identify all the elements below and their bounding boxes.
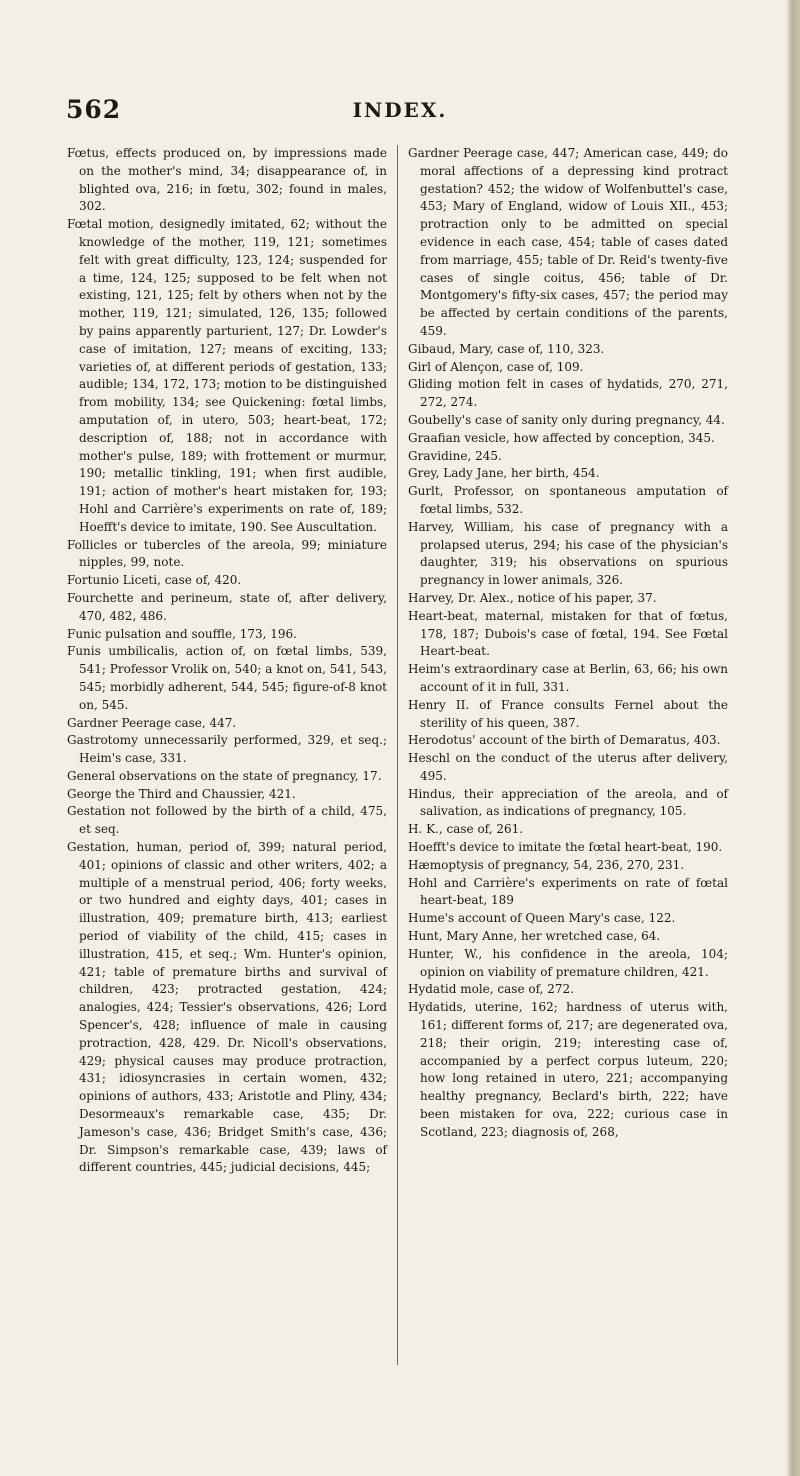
index-entry: Henry II. of France consults Fernel about the sterility of his queen, 387. <box>408 697 728 730</box>
index-entry: Follicles or tubercles of the areola, 99; miniature nipples, 99, note. <box>67 537 387 570</box>
index-entry: H. K., case of, 261. <box>408 822 524 837</box>
index-entry: Gardner Peerage case, 447; American case, 449; do moral affections of a depressing kind protract gestation? 452; the widow of Wolfenbuttel's case, 453; Mary of England, widow of Louis XII., 453; protraction only to be admitted on special evidence in each case, 454; table of cases dated from marriage, 455; table of Dr. Reid's twenty-five cases of single coitus, 456; table of Dr. Montgomery's fifty-six cases, 457; the period may be affected by certain conditions of the parents, 459. <box>408 146 728 338</box>
index-entry: Funis umbilicalis, action of, on fœtal limbs, 539, 541; Professor Vrolik on, 540; a knot on, 541, 543, 545; morbidly adherent, 544, 545; figure-of-8 knot on, 545. <box>67 644 387 712</box>
index-entry: Hume's account of Queen Mary's case, 122. <box>408 911 676 926</box>
index-entry: Fortunio Liceti, case of, 420. <box>67 573 242 588</box>
index-entry: Goubelly's case of sanity only during pregnancy, 44. <box>408 412 725 427</box>
index-entry: Gravidine, 245. <box>408 448 502 463</box>
page-number: 562 <box>66 95 122 124</box>
index-entry: Fœtal motion, designedly imitated, 62; without the knowledge of the mother, 119, 121; sometimes felt with great difficulty, 123, 124; suspended for a time, 124, 125; supposed to be felt when not existing, 121, 125; felt by others when not by the mother, 119, 121; simulated, 126, 135; followed by pains apparently parturient, 127; Dr. Lowder's case of imitation, 127; means of exciting, 133; varieties of, at different periods of gestation, 133; audible; 134, 172, 173; motion to be distinguished from mobility, 134; see Quickening: fœtal limbs, amputation of, in utero, 503; heart-beat, 172; description of, 188; not in accordance with mother's pulse, 189; with frottement or murmur, 190; metallic tinkling, 191; when first audible, 191; action of mother's heart mistaken for, 193; Hohl and Carrière's experiments on rate of, 189; Hoefft's device to imitate, 190. See Auscultation. <box>67 217 387 534</box>
index-entry: Graafian vesicle, how affected by conception, 345. <box>408 430 715 445</box>
page-title: INDEX. <box>352 98 448 122</box>
index-entry: Hydatid mole, case of, 272. <box>408 982 574 997</box>
index-entry: Gibaud, Mary, case of, 110, 323. <box>408 341 605 356</box>
index-entry: Gestation not followed by the birth of a child, 475, et seq. <box>67 804 387 837</box>
right-column <box>408 145 728 1142</box>
left-column <box>67 145 387 1177</box>
index-entry: Grey, Lady Jane, her birth, 454. <box>408 466 600 481</box>
page-edge <box>786 0 800 1476</box>
index-entry: Heart-beat, maternal, mistaken for that of fœtus, 178, 187; Dubois's case of fœtal, 194. See Fœtal Heart-beat. <box>408 608 728 659</box>
index-entry: Gliding motion felt in cases of hydatids, 270, 271, 272, 274. <box>408 377 728 410</box>
index-entry: Funic pulsation and souffle, 173, 196. <box>67 626 297 641</box>
index-entry: Herodotus' account of the birth of Demaratus, 403. <box>408 733 721 748</box>
index-entry: Harvey, Dr. Alex., notice of his paper, 37. <box>408 590 657 605</box>
index-entry: George the Third and Chaussier, 421. <box>67 786 296 801</box>
index-columns <box>67 145 727 1465</box>
index-entry: Gardner Peerage case, 447. <box>67 715 237 730</box>
index-entry: Harvey, William, his case of pregnancy with a prolapsed uterus, 294; his case of the physician's daughter, 319; his observations on spurious pregnancy in lower animals, 326. <box>408 519 728 588</box>
index-entry: Girl of Alençon, case of, 109. <box>408 359 584 374</box>
page-header <box>0 95 800 127</box>
index-entry: Hæmoptysis of pregnancy, 54, 236, 270, 231. <box>408 857 685 872</box>
index-entry: Hoefft's device to imitate the fœtal heart-beat, 190. <box>408 840 723 855</box>
index-entry: Gastrotomy unnecessarily performed, 329, et seq.; Heim's case, 331. <box>67 733 387 766</box>
index-entry: General observations on the state of pregnancy, 17. <box>67 768 382 783</box>
index-entry: Hunter, W., his confidence in the areola, 104; opinion on viability of premature children, 421. <box>408 946 728 979</box>
index-entry: Hindus, their appreciation of the areola, and of salivation, as indications of pregnancy, 105. <box>408 786 728 819</box>
index-entry: Hydatids, uterine, 162; hardness of uterus with, 161; different forms of, 217; are degenerated ova, 218; their origin, 219; interesting case of, accompanied by a perfect corpus luteum, 220; how long retained in utero, 221; accompanying healthy pregnancy, Beclard's birth, 222; have been mistaken for ova, 222; curious case in Scotland, 223; diagnosis of, 268, <box>408 1000 728 1139</box>
index-entry: Gestation, human, period of, 399; natural period, 401; opinions of classic and other writers, 402; a multiple of a menstrual period, 406; forty weeks, or two hundred and eighty days, 401; cases in illustration, 409; premature birth, 413; earliest period of viability of the child, 415; cases in illustration, 415, et seq.; Wm. Hunter's opinion, 421; table of premature births and survival of children, 423; protracted gestation, 424; analogies, 424; Tessier's observations, 426; Lord Spencer's, 428; influence of male in causing protraction, 428, 429. Dr. Nicoll's observations, 429; physical causes may produce protraction, 431; idiosyncrasies in certain women, 432; opinions of authors, 433; Aristotle and Pliny, 434; Desormeaux's remarkable case, 435; Dr. Jameson's case, 436; Bridget Smith's case, 436; Dr. Simpson's remarkable case, 439; laws of different countries, 445; judicial decisions, 445; <box>67 840 387 1175</box>
index-entry: Fœtus, effects produced on, by impressions made on the mother's mind, 34; disappearance of, in blighted ova, 216; in fœtu, 302; found in males, 302. <box>67 146 387 214</box>
index-entry: Hunt, Mary Anne, her wretched case, 64. <box>408 929 661 944</box>
index-entry: Heim's extraordinary case at Berlin, 63, 66; his own account of it in full, 331. <box>408 662 728 694</box>
index-entry: Fourchette and perineum, state of, after delivery, 470, 482, 486. <box>67 590 387 623</box>
column-divider <box>397 145 398 1365</box>
index-entry: Hohl and Carrière's experiments on rate of fœtal heart-beat, 189 <box>408 875 728 908</box>
index-entry: Heschl on the conduct of the uterus after delivery, 495. <box>408 751 728 783</box>
index-entry: Gurlt, Professor, on spontaneous amputation of fœtal limbs, 532. <box>408 484 728 516</box>
